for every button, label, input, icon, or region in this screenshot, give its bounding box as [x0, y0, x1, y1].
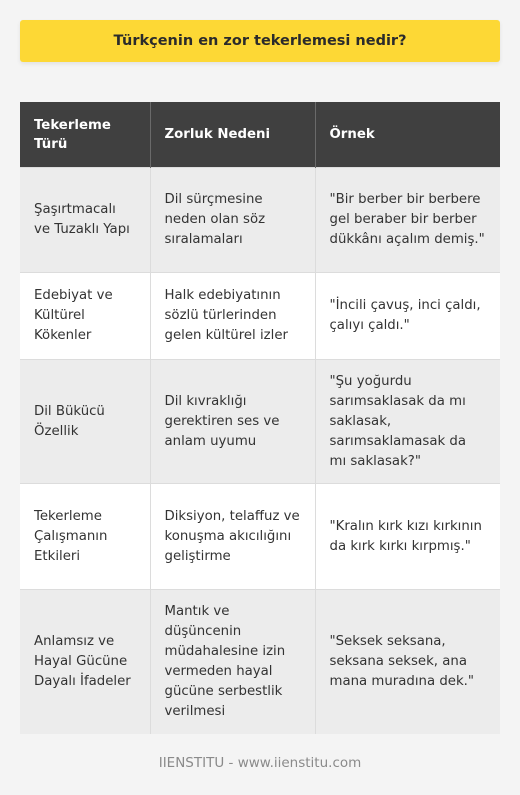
- table-row: [20, 484, 500, 590]
- cell-example: "Kralın kırk kızı kırkının da kırk kırkı kırpmış.": [315, 484, 500, 590]
- table-row: [20, 360, 500, 484]
- cell-type: Anlamsız ve Hayal Gücüne Dayalı İfadeler: [20, 590, 150, 735]
- cell-type: Tekerleme Çalışmanın Etkileri: [20, 484, 150, 590]
- cell-reason: Mantık ve düşüncenin müdahalesine izin vermeden hayal gücüne serbestlik verilmesi: [150, 590, 315, 735]
- cell-example: "İncili çavuş, inci çaldı, çalıyı çaldı.": [315, 273, 500, 360]
- table-header-row: [20, 102, 500, 168]
- table-row: [20, 590, 500, 735]
- cell-type: Dil Bükücü Özellik: [20, 360, 150, 484]
- footer-credit: IIENSTITU - www.iienstitu.com: [158, 755, 362, 771]
- title-banner: [20, 20, 500, 62]
- cell-reason: Halk edebiyatının sözlü türlerinden gelen kültürel izler: [150, 273, 315, 360]
- cell-reason: Dil kıvraklığı gerektiren ses ve anlam uyumu: [150, 360, 315, 484]
- page-title: Türkçenin en zor tekerlemesi nedir?: [113, 33, 407, 49]
- cell-type: Şaşırtmacalı ve Tuzaklı Yapı: [20, 168, 150, 273]
- cell-reason: Diksiyon, telaffuz ve konuşma akıcılığını geliştirme: [150, 484, 315, 590]
- table-row: [20, 273, 500, 360]
- cell-type: Edebiyat ve Kültürel Kökenler: [20, 273, 150, 360]
- tongue-twister-table: [20, 102, 500, 734]
- header-type: Tekerleme Türü: [20, 102, 150, 168]
- header-reason: Zorluk Nedeni: [150, 102, 315, 168]
- cell-example: "Bir berber bir berbere gel beraber bir berber dükkânı açalım demiş.": [315, 168, 500, 273]
- cell-example: "Seksek seksana, seksana seksek, ana mana muradına dek.": [315, 590, 500, 735]
- cell-reason: Dil sürçmesine neden olan söz sıralamaları: [150, 168, 315, 273]
- header-example: Örnek: [315, 102, 500, 168]
- table-row: [20, 168, 500, 273]
- cell-example: "Şu yoğurdu sarımsaklasak da mı saklasak, sarımsaklamasak da mı saklasak?": [315, 360, 500, 484]
